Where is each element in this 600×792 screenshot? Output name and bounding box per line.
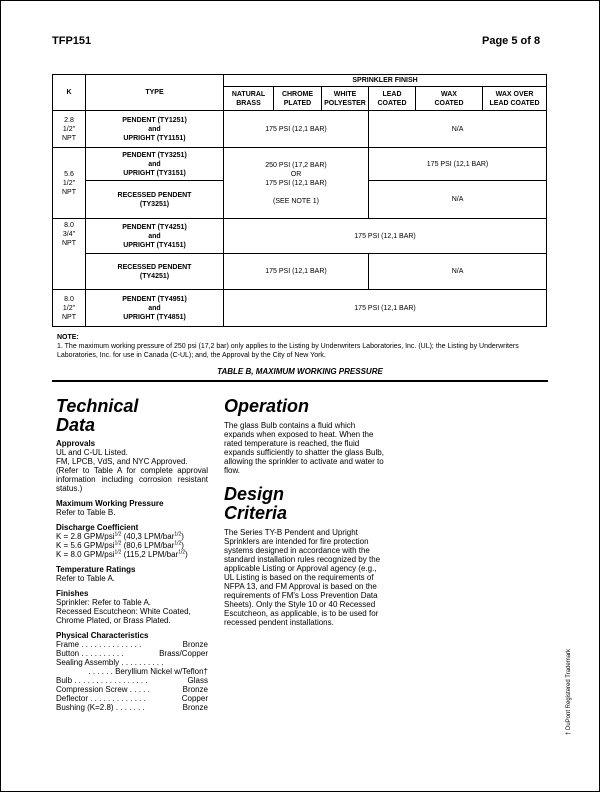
- dc-line: K = 2.8 GPM/psi$^{1/2}$ (40,3 LPM/bar$^{1/2}$): [56, 531, 184, 541]
- pressure-cell: N/A: [369, 181, 547, 219]
- finish-header: LEAD COATED: [369, 87, 416, 111]
- dc-line: K = 5.6 GPM/psi$^{1/2}$ (80,6 LPM/bar$^{1/2}$): [56, 540, 184, 550]
- table-caption: TABLE B, MAXIMUM WORKING PRESSURE: [217, 367, 383, 376]
- spec-row: Deflector . . . . . . . . . . . . . Copper: [56, 694, 208, 703]
- design-text: The Series TY-B Pendent and Upright Sprinklers are intended for fire protection systems designed in accordance with the standard installation rules recognized by the applicable Listing or Approval agency (e.g., UL Listing is based on the requirements of NFPA 13, and FM Approval is based on the requirements of FM's Loss Prevention Data Sheets). Only the Style 10 or 40 Recessed Escutcheon, as applicable, is to be used for recessed pendent installations.: [224, 528, 381, 627]
- finish-header: WHITE POLYESTER: [322, 87, 369, 111]
- type-cell: PENDENT (TY4951) and UPRIGHT (TY4851): [86, 290, 224, 327]
- pressure-cell: 175 PSI (12,1 BAR): [224, 254, 369, 290]
- finishes-heading: Finishes: [56, 589, 89, 598]
- finish-header: WAX COATED: [416, 87, 483, 111]
- page-number: Page 5 of 8: [482, 35, 541, 47]
- approvals-text: UL and C-UL Listed.: [56, 448, 128, 457]
- finish-header: NATURAL BRASS: [224, 87, 274, 111]
- pressure-cell: 175 PSI (12,1 BAR): [224, 219, 547, 254]
- technical-data-column: [56, 397, 208, 712]
- spec-row: Bulb . . . . . . . . . . . . . . . . . Glass: [56, 676, 208, 685]
- spec-row: Bushing (K=2.8) . . . . . . . Bronze: [56, 703, 208, 712]
- k-cell: 8.0 3/4" NPT: [53, 219, 86, 290]
- approvals-text: FM, LPCB, VdS, and NYC Approved.: [56, 457, 188, 466]
- spec-row: Compression Screw . . . . . Bronze: [56, 685, 208, 694]
- type-cell: PENDENT (TY4251) and UPRIGHT (TY4151): [86, 219, 224, 254]
- spec-row: Button . . . . . . . . . . Brass/Copper: [56, 649, 208, 658]
- pressure-cell: N/A: [369, 111, 547, 148]
- mwp-heading: Maximum Working Pressure: [56, 499, 164, 508]
- mwp-text: Refer to Table B.: [56, 508, 116, 517]
- type-cell: RECESSED PENDENT (TY3251): [86, 181, 224, 219]
- k-cell: 5.6 1/2" NPT: [53, 148, 86, 219]
- dc-line: K = 8.0 GPM/psi$^{1/2}$ (115,2 LPM/bar$^{1/2}$): [56, 549, 188, 559]
- pressure-cell: 175 PSI (12,1 BAR): [369, 148, 547, 181]
- type-cell: RECESSED PENDENT (TY4251): [86, 254, 224, 290]
- col-k: K: [53, 75, 86, 111]
- approvals-text: (Refer to Table A for complete approval information including corrosion resistant status.): [56, 466, 208, 493]
- operation-column: [224, 397, 384, 627]
- type-cell: PENDENT (TY3251) and UPRIGHT (TY3151): [86, 148, 224, 181]
- divider: [52, 380, 548, 382]
- dc-heading: Discharge Coefficient: [56, 523, 139, 532]
- finish-group: SPRINKLER FINISH: [224, 75, 547, 87]
- doc-id: TFP151: [52, 35, 92, 47]
- finish-header: WAX OVER LEAD COATED: [483, 87, 547, 111]
- spec-row: . . . . . . Beryllium Nickel w/Teflon†: [88, 667, 208, 676]
- temp-heading: Temperature Ratings: [56, 565, 136, 574]
- k-cell: 8.0 1/2" NPT: [53, 290, 86, 327]
- pressure-cell: N/A: [369, 254, 547, 290]
- pressure-cell: 175 PSI (12,1 BAR): [224, 290, 547, 327]
- max-pressure-table: [52, 74, 547, 327]
- table-note: [57, 333, 547, 360]
- trademark-note: † DuPont Registered Trademark: [566, 648, 572, 735]
- finish-header: CHROME PLATED: [274, 87, 322, 111]
- pressure-cell: 250 PSI (17,2 BAR) OR 175 PSI (12,1 BAR) (SEE NOTE 1): [224, 148, 369, 219]
- pressure-cell: 175 PSI (12,1 BAR): [224, 111, 369, 148]
- col-type: TYPE: [86, 75, 224, 111]
- spec-row: Frame . . . . . . . . . . . . . . Bronze: [56, 640, 208, 649]
- operation-title: Operation: [224, 396, 310, 416]
- note-title: NOTE:: [57, 334, 79, 341]
- operation-text: The glass Bulb contains a fluid which expands when exposed to heat. When the rated temperature is reached, the fluid expands sufficiently to shatter the glass Bulb, allowing the sprinkler to activate and water to flow.: [224, 421, 384, 475]
- physical-heading: Physical Characteristics: [56, 631, 149, 640]
- finishes-text: Recessed Escutcheon: White Coated, Chrome Plated, or Brass Plated.: [56, 607, 191, 625]
- design-title: Design Criteria: [224, 484, 288, 523]
- section-title: Technical Data: [56, 396, 139, 435]
- type-cell: PENDENT (TY1251) and UPRIGHT (TY1151): [86, 111, 224, 148]
- spec-row: Sealing Assembly . . . . . . . . . .: [56, 658, 164, 667]
- temp-text: Refer to Table A.: [56, 574, 115, 583]
- note-text: 1. The maximum working pressure of 250 psi (17,2 bar) only applies to the Listing by Underwriters Laboratories, Inc. (UL); the Listing by Underwriters Laboratories, Inc. for use in Canada (C-UL); and, the Approval by the City of New York.: [57, 343, 519, 359]
- finishes-text: Sprinkler: Refer to Table A.: [56, 598, 152, 607]
- k-cell: 2.8 1/2" NPT: [53, 111, 86, 148]
- approvals-heading: Approvals: [56, 439, 96, 448]
